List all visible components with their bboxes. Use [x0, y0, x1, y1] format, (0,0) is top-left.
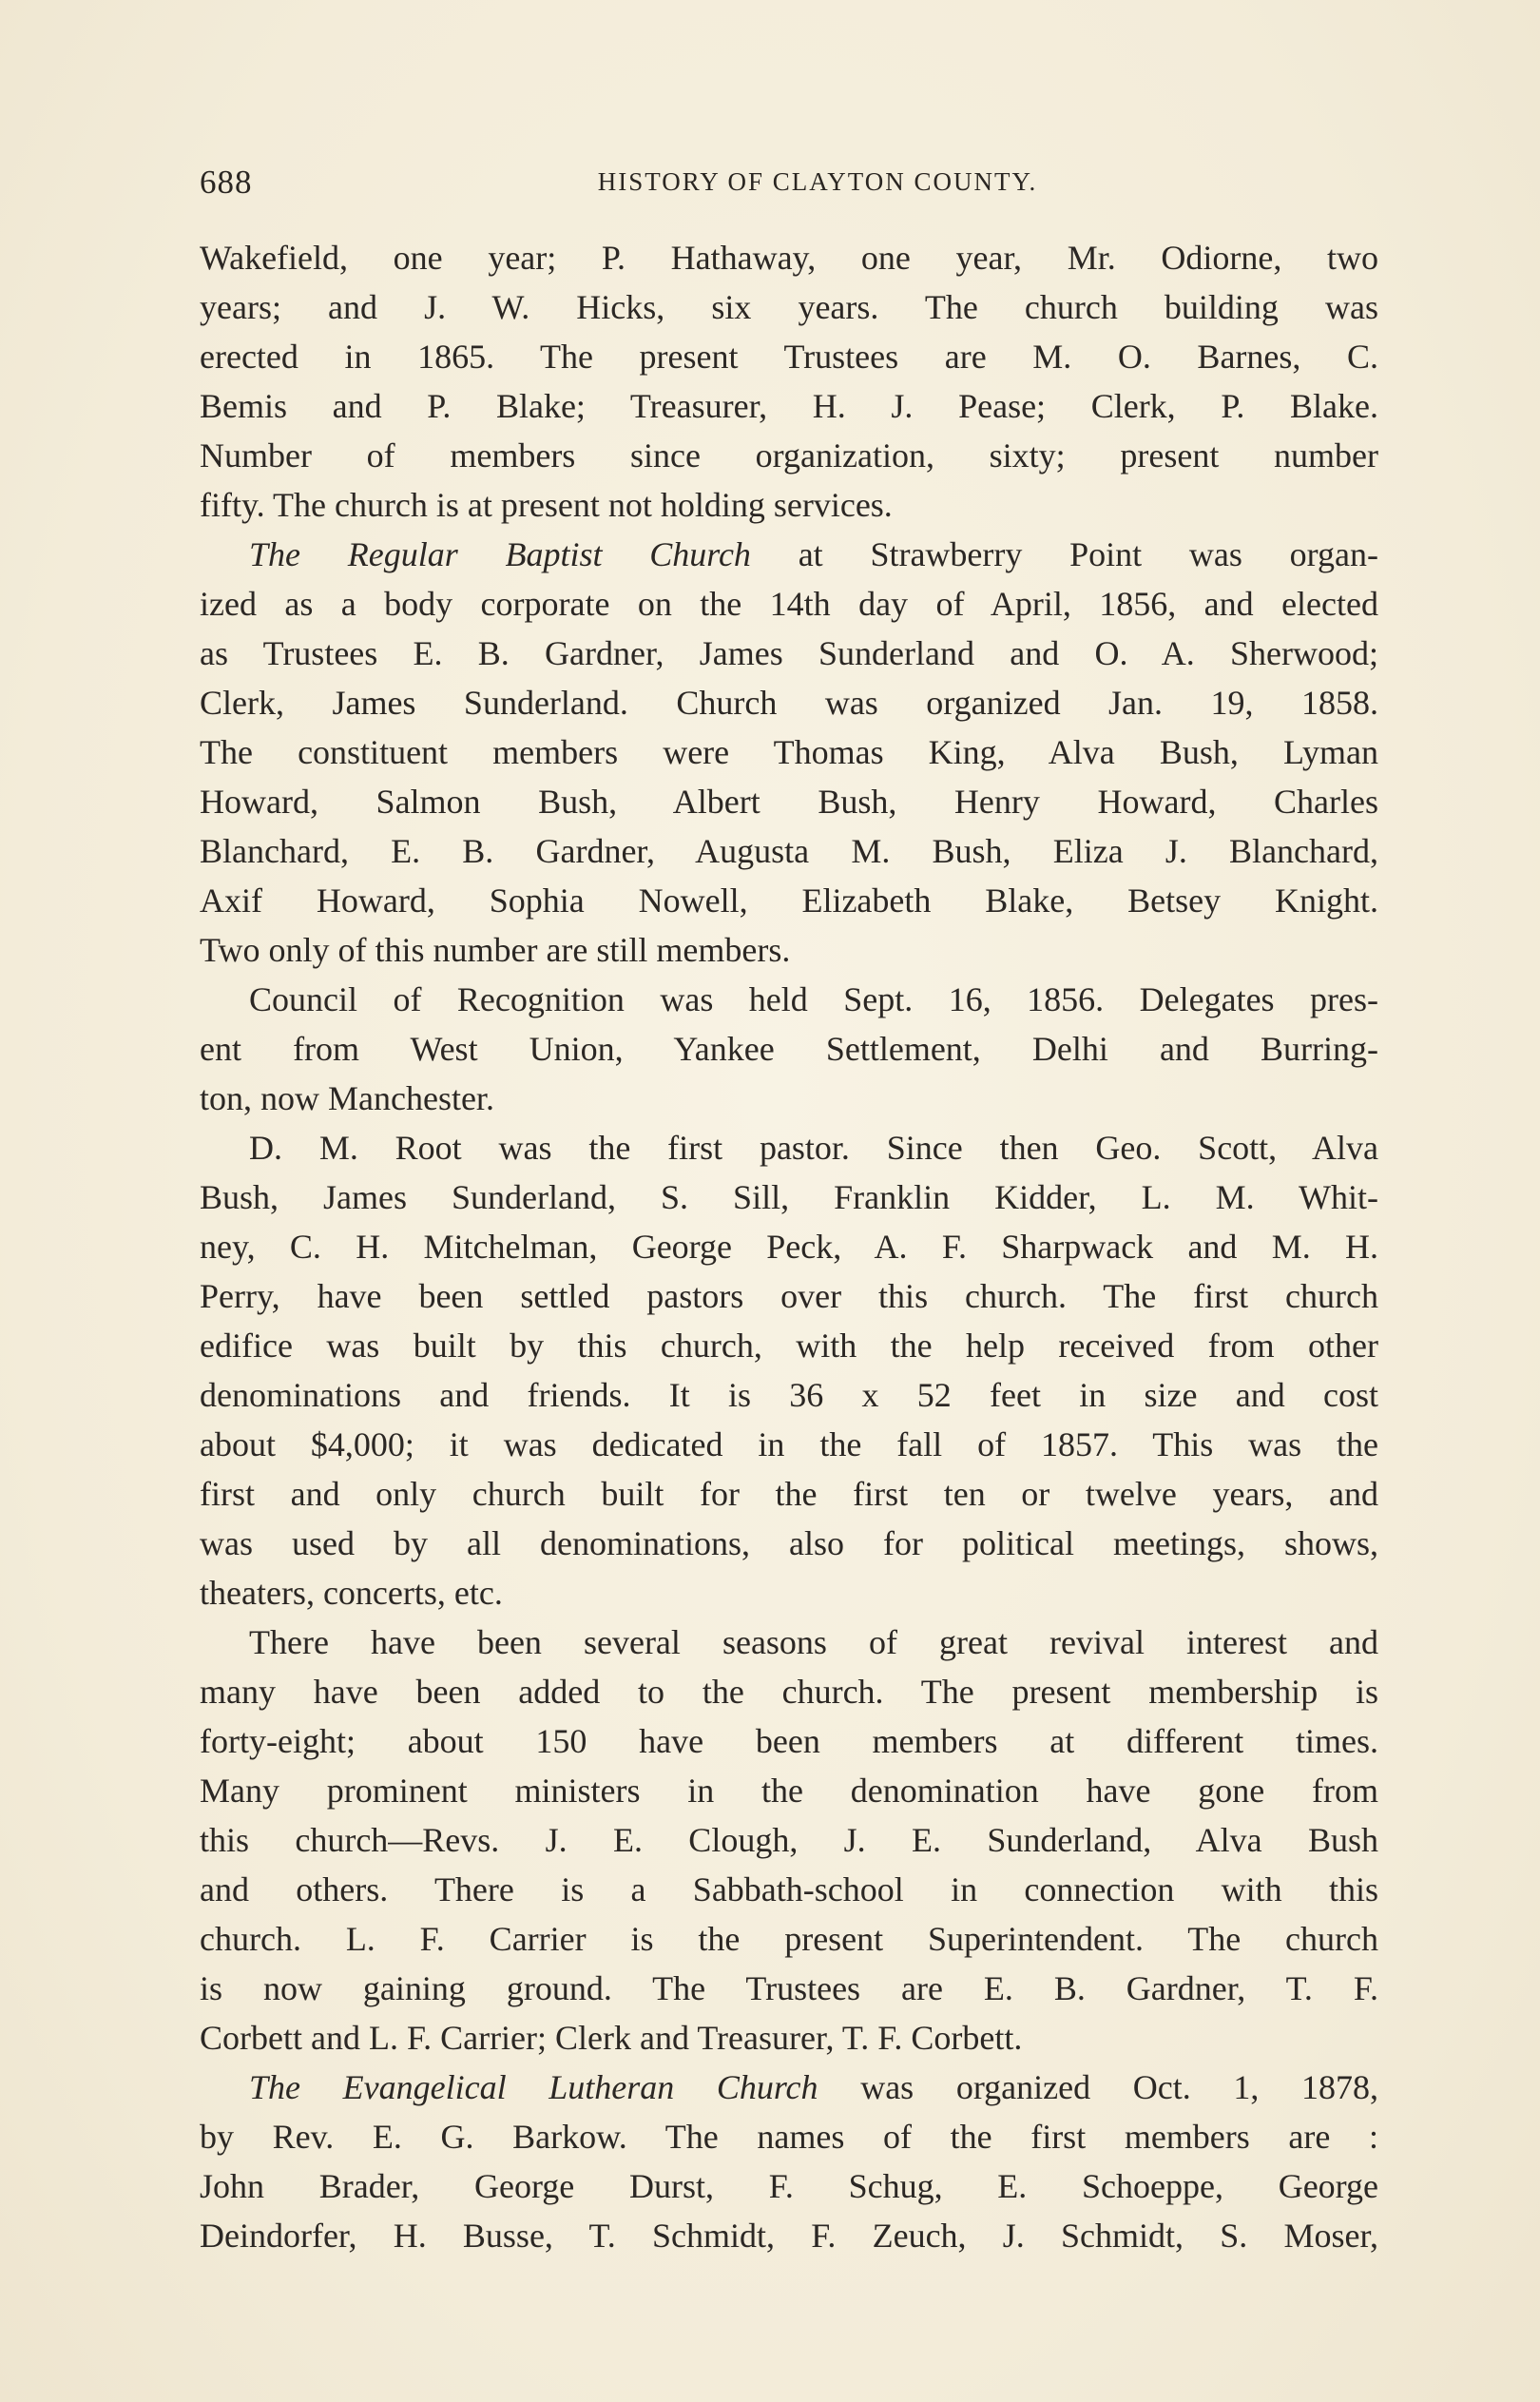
- paragraph-start-line: The Evangelical Lutheran Church was organized Oct. 1, 1878,: [249, 2068, 1378, 2106]
- text-line: about $4,000; it was dedicated in the fall of 1857. This was the: [200, 1425, 1378, 1463]
- page-number: 688: [200, 164, 253, 201]
- text-line: this church—Revs. J. E. Clough, J. E. Sunderland, Alva Bush: [200, 1821, 1378, 1859]
- text-line: Corbett and L. F. Carrier; Clerk and Treasurer, T. F. Corbett.: [200, 2019, 1023, 2057]
- text-line: theaters, concerts, etc.: [200, 1574, 503, 1612]
- text-line: church. L. F. Carrier is the present Superintendent. The church: [200, 1920, 1378, 1958]
- text-line: and others. There is a Sabbath-school in connection with this: [200, 1870, 1378, 1908]
- text-line: Clerk, James Sunderland. Church was organized Jan. 19, 1858.: [200, 684, 1378, 722]
- text-line: edifice was built by this church, with the help received from other: [200, 1327, 1378, 1365]
- text-line: Perry, have been settled pastors over this church. The first church: [200, 1277, 1378, 1315]
- text-line: Wakefield, one year; P. Hathaway, one year, Mr. Odiorne, two: [200, 239, 1378, 277]
- body-text: [200, 233, 1378, 2260]
- text-line: was used by all denominations, also for political meetings, shows,: [200, 1524, 1378, 1562]
- church-name: The Evangelical Lutheran Church: [249, 2068, 818, 2106]
- text-line: denominations and friends. It is 36 x 52 feet in size and cost: [200, 1376, 1378, 1414]
- text-line: erected in 1865. The present Trustees are M. O. Barnes, C.: [200, 338, 1378, 376]
- text-line: ton, now Manchester.: [200, 1079, 494, 1117]
- paragraph-start-line: D. M. Root was the first pastor. Since then Geo. Scott, Alva: [249, 1129, 1378, 1167]
- text-line: ized as a body corporate on the 14th day of April, 1856, and elected: [200, 585, 1378, 623]
- text-line: John Brader, George Durst, F. Schug, E. Schoeppe, George: [200, 2167, 1378, 2205]
- page-header: [200, 164, 1378, 202]
- text-line: by Rev. E. G. Barkow. The names of the first members are :: [200, 2118, 1378, 2156]
- text-line: ent from West Union, Yankee Settlement, Delhi and Burring-: [200, 1030, 1378, 1068]
- text-line: Deindorfer, H. Busse, T. Schmidt, F. Zeuch, J. Schmidt, S. Moser,: [200, 2217, 1378, 2255]
- paragraph-start-line: There have been several seasons of great revival interest and: [249, 1623, 1378, 1661]
- text-line: first and only church built for the first ten or twelve years, and: [200, 1475, 1378, 1513]
- text-line: ney, C. H. Mitchelman, George Peck, A. F. Sharpwack and M. H.: [200, 1228, 1378, 1266]
- text-line: Number of members since organization, sixty; present number: [200, 436, 1378, 475]
- text-line: Blanchard, E. B. Gardner, Augusta M. Bush, Eliza J. Blanchard,: [200, 832, 1378, 870]
- text-line: many have been added to the church. The present membership is: [200, 1673, 1378, 1711]
- text-line: Axif Howard, Sophia Nowell, Elizabeth Blake, Betsey Knight.: [200, 881, 1378, 920]
- text-line: fifty. The church is at present not holding services.: [200, 486, 893, 524]
- paragraph-start-line: The Regular Baptist Church at Strawberry Point was organ-: [249, 535, 1378, 573]
- text-line: Bemis and P. Blake; Treasurer, H. J. Pease; Clerk, P. Blake.: [200, 387, 1378, 425]
- church-name: The Regular Baptist Church: [249, 535, 751, 573]
- paragraph-start-line: Council of Recognition was held Sept. 16, 1856. Delegates pres-: [249, 980, 1378, 1018]
- text-line: years; and J. W. Hicks, six years. The church building was: [200, 288, 1378, 326]
- running-head: HISTORY OF CLAYTON COUNTY.: [597, 167, 1038, 196]
- text-line: forty-eight; about 150 have been members at different times.: [200, 1722, 1378, 1760]
- text-line: Two only of this number are still members.: [200, 931, 791, 969]
- text-line: The constituent members were Thomas King, Alva Bush, Lyman: [200, 733, 1378, 771]
- text-line: is now gaining ground. The Trustees are E. B. Gardner, T. F.: [200, 1969, 1378, 2007]
- text-line: Many prominent ministers in the denomination have gone from: [200, 1772, 1378, 1810]
- text-line: Bush, James Sunderland, S. Sill, Franklin Kidder, L. M. Whit-: [200, 1178, 1378, 1216]
- text-line: as Trustees E. B. Gardner, James Sunderland and O. A. Sherwood;: [200, 634, 1378, 672]
- text-line: Howard, Salmon Bush, Albert Bush, Henry Howard, Charles: [200, 783, 1378, 821]
